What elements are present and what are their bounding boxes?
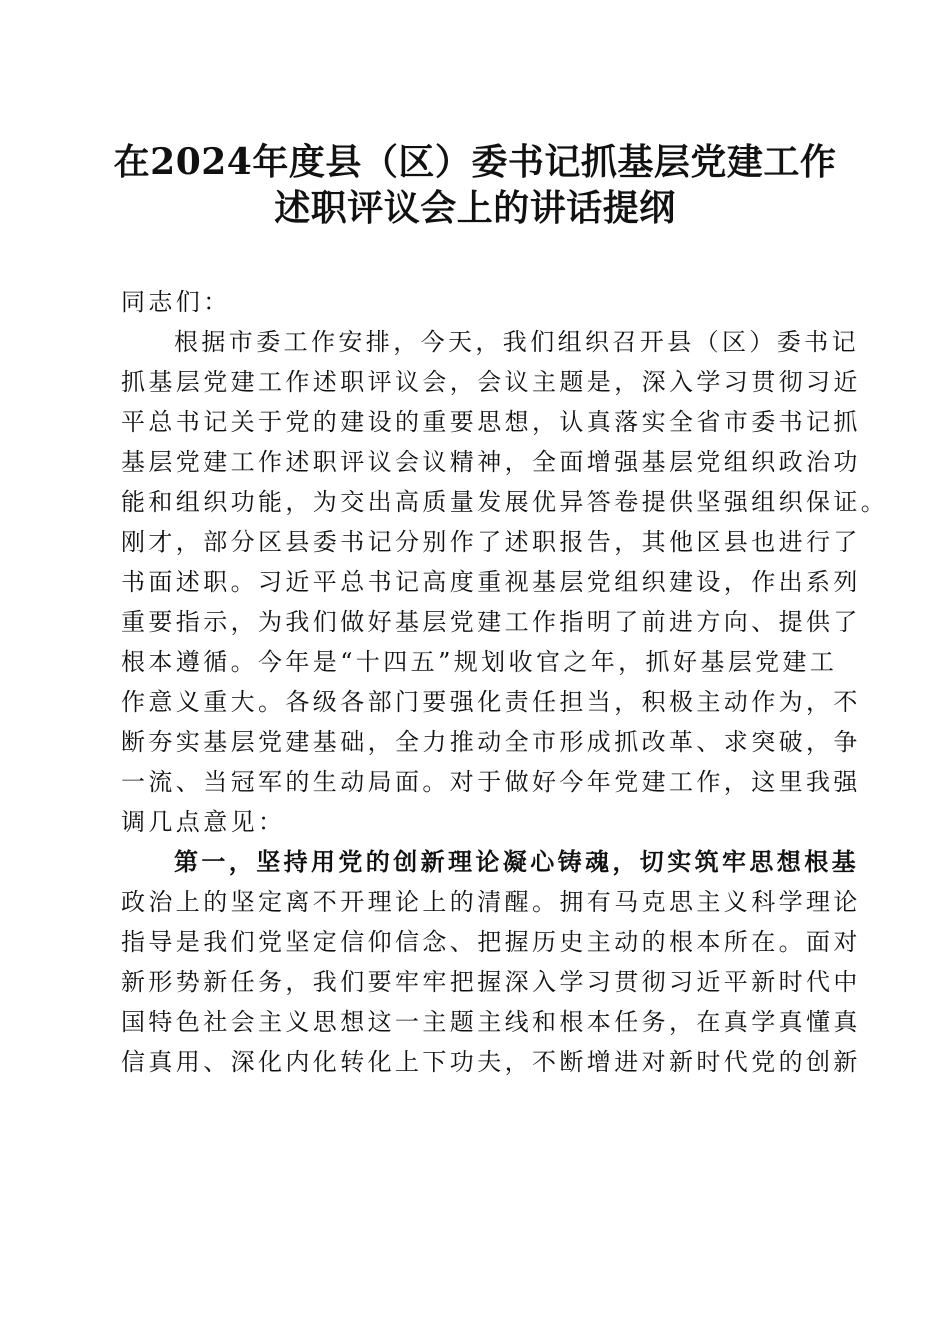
section-1-line: 指导是我们党坚定信仰信念、把握历史主动的根本所在。面对 (121, 928, 861, 956)
paragraph-1-line: 根本遵循。今年是“十四五”规划收官之年，抓好基层党建工 (121, 648, 838, 676)
section-1-heading: 第一，坚持用党的创新理论凝心铸魂，切实筑牢思想根基 (174, 847, 859, 876)
document-title-line-1: 在2024年度县（区）委书记抓基层党建工作 (113, 141, 837, 183)
document-body (121, 282, 889, 1082)
document-title-line-2: 述职评议会上的讲话提纲 (274, 187, 676, 229)
paragraph-1-line: 调几点意见： (121, 808, 286, 836)
paragraph-1-line: 基层党建工作述职评议会议精神，全面增强基层党组织政治功 (121, 448, 861, 476)
paragraph-1-line: 书面述职。习近平总书记高度重视基层党组织建设，作出系列 (121, 568, 861, 596)
paragraph-1-line: 刚才，部分区县委书记分别作了述职报告，其他区县也进行了 (121, 528, 861, 556)
section-1-line: 新形势新任务，我们要牢牢把握深入学习贯彻习近平新时代中 (121, 968, 861, 996)
paragraph-1-line: 能和组织功能，为交出高质量发展优异答卷提供坚强组织保证。 (121, 488, 889, 516)
section-1-line: 国特色社会主义思想这一主题主线和根本任务，在真学真懂真 (121, 1008, 861, 1036)
salutation: 同志们： (121, 288, 231, 316)
paragraph-1-line: 抓基层党建工作述职评议会，会议主题是，深入学习贯彻习近 (121, 368, 861, 396)
paragraph-1-line: 重要指示，为我们做好基层党建工作指明了前进方向、提供了 (121, 608, 861, 636)
paragraph-1-line: 作意义重大。各级各部门要强化责任担当，积极主动作为，不 (121, 688, 861, 716)
section-1-line: 信真用、深化内化转化上下功夫，不断增进对新时代党的创新 (121, 1048, 861, 1076)
section-1-line: 政治上的坚定离不开理论上的清醒。拥有马克思主义科学理论 (121, 888, 861, 916)
paragraph-1-line: 平总书记关于党的建设的重要思想，认真落实全省市委书记抓 (121, 408, 861, 436)
paragraph-1-line: 根据市委工作安排，今天，我们组织召开县（区）委书记 (174, 328, 859, 356)
paragraph-1-line: 一流、当冠军的生动局面。对于做好今年党建工作，这里我强 (121, 768, 861, 796)
paragraph-1-line: 断夯实基层党建基础，全力推动全市形成抓改革、求突破，争 (121, 728, 861, 756)
